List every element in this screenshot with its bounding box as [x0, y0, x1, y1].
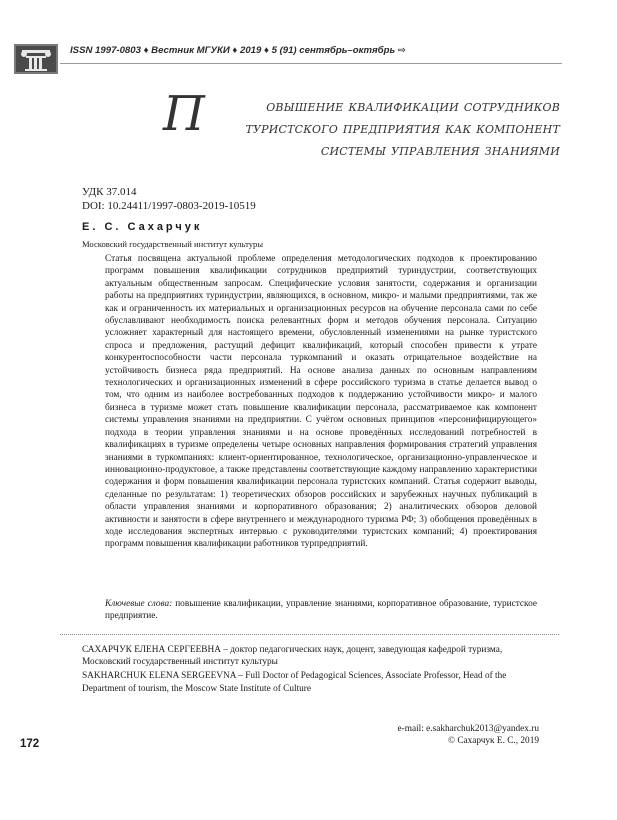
author-name: Е. С. Сахарчук — [82, 221, 203, 233]
author-info-en: SAKHARCHUK ELENA SERGEEVNA – Full Doctor of Pedagogical Sciences, Associate Professor, Head of the Department of tourism, the Moscow State Institute of Culture — [82, 671, 507, 694]
footer-contact — [397, 723, 539, 748]
email-text: e-mail: e.sakharchuk2013@yandex.ru — [397, 724, 539, 734]
author-info-ru: САХАРЧУК ЕЛЕНА СЕРГЕЕВНА – доктор педагогических наук, доцент, заведующая кафедрой туризма, Московский государственный институт культуры — [82, 645, 503, 668]
title-line-1: овышение квалификации сотрудников — [266, 97, 560, 115]
journal-logo-icon — [14, 38, 58, 78]
keywords-label: Ключевые слова: — [105, 599, 173, 609]
dotted-divider — [60, 634, 559, 635]
article-meta — [82, 185, 256, 213]
keywords-text: повышение квалификации, управление знаниями, корпоративное образование, туристское предприятие. — [105, 599, 537, 622]
title-line-3: системы управления знаниями — [320, 141, 560, 159]
author-affiliation: Московский государственный институт культуры — [82, 239, 264, 249]
abstract: Статья посвящена актуальной проблеме определения методологических подходов к проектированию программ повышения квалификации сотрудников предприятий туриндустрии, соответствующих актуальным общественным запросам. Специфические условия занятости, содержания и организации работы на предприятиях туриндустрии, являющихся, в основном, микро- и малыми предприятиями, так же как и ограниченность их материальных и организационных ресурсов на обучение персонала сами по себе обуславливают необходимость поиска релевантных форм и методов обучения персонала. Ситуацию усложняет характерный для настоящего времени, обусловленный изменениями на рынке туристского спроса и предложения, растущий дефицит квалификаций, который способен привести к утрате конкурентоспособности части персонала туркомпаний и оказать отрицательное воздействие на устойчивость бизнеса ряда предприятий. На основе анализа данных по основным направлениям технологических и организационных изменений в сфере российского туризма в статье делается вывод о том, что одним из наиболее востребованных подходов к поддержанию устойчивости микро- и малого бизнеса в туризме может стать повышение квалификации персонала, рассматриваемое как компонент системы управления знаниями на предприятии. С учётом основных принципов «персонифицирующего» подхода в теории управления знаниями и на основе проведённых исследований потребностей в квалификациях в туризме определены четыре основных направления формирования стратегий управления знаниями в туркомпаниях: клиент-ориентированное, технологическое, организационно-управленческое и инновационно-продуктовое, а также представлены соответствующие каждому направлению характеристики содержания и форм повышения квалификации персонала туристских компаний. Статья содержит выводы, сделанные по результатам: 1) теоретических обзоров российских и зарубежных научных публикаций в области управления знаниями и корпоративного образования; 2) аналитических обзоров деловой активности и занятости в сфере внутреннего и международного туризма РФ; 3) обобщения проведённых в ходе исследования экспертных интервью с руководителями туристских компаний; 4) проектирования программ повышения квалификации работников турпредприятий. — [105, 254, 537, 550]
title-initial: П — [163, 86, 205, 142]
keywords — [105, 598, 537, 623]
author-info — [82, 644, 540, 697]
copyright-text: © Сахарчук Е. С., 2019 — [447, 736, 539, 747]
title-line-2: туристского предприятия как компонент — [245, 119, 560, 137]
page-number: 172 — [20, 738, 40, 750]
journal-header: ISSN 1997-0803 ♦ Вестник МГУКИ ♦ 2019 ♦ 5 (91) сентябрь–октябрь ⇨ — [70, 45, 406, 56]
udk: УДК 37.014 — [82, 186, 137, 198]
article-title — [160, 95, 560, 161]
doi: DOI: 10.24411/1997-0803-2019-10519 — [82, 200, 256, 212]
header-divider — [60, 63, 562, 64]
